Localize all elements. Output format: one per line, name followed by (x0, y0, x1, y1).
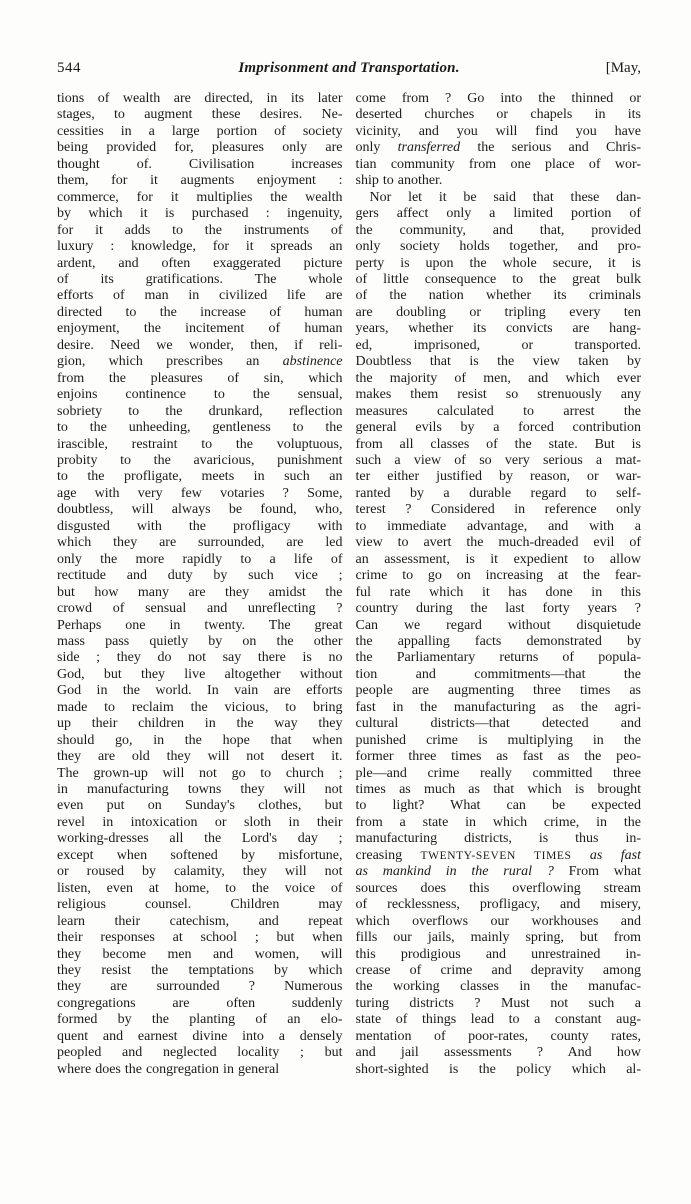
text-line: crime to go on increasing at the fear- (355, 568, 641, 584)
text-line: made to reclaim the vicious, to bring (57, 699, 343, 715)
text-line: of its gratifications. The whole (57, 271, 343, 287)
text-line: of the nation whether its criminals (355, 288, 641, 304)
text-line: formed by the planting of an elo- (57, 1012, 343, 1028)
text-line: thought of. Civilisation increases (57, 156, 343, 172)
text-line: terest ? Considered in reference only (355, 502, 641, 518)
text-line: peopled and neglected locality ; but (57, 1045, 343, 1061)
text-line: state of things lead to a constant aug- (355, 1012, 641, 1028)
text-line: ple—and crime really committed three (355, 765, 641, 781)
text-line: desire. Need we wonder, then, if reli- (57, 337, 343, 353)
text-line: people are augmenting three times as (355, 683, 641, 699)
text-line: general evils by a forced contribution (355, 420, 641, 436)
text-line: their responses at school ; but when (57, 930, 343, 946)
text-line: the appalling facts demonstrated by (355, 633, 641, 649)
text-line: this prodigious and unrestrained in- (355, 946, 641, 962)
text-line: only transferred the serious and Chris- (355, 140, 642, 156)
text-line: come from ? Go into the thinned or (355, 91, 641, 106)
text-line: tion and commitments—that the (355, 666, 641, 682)
text-line: cultural districts—that detected and (355, 716, 641, 732)
text-line: fills our jails, mainly spring, but from (355, 930, 641, 946)
text-line: commerce, for it multiplies the wealth (57, 189, 343, 205)
text-line: irascible, restraint to the voluptuous, (57, 436, 343, 452)
text-line: ranted by a durable regard to self- (355, 485, 641, 501)
text-line: Perhaps one in twenty. The great (57, 617, 343, 633)
text-line: enjoins continence to the sensual, (57, 387, 343, 403)
text-line: congregations are often suddenly (57, 995, 343, 1011)
text-line: perty is upon the whole secure, it is (355, 255, 641, 271)
text-line: up their children in the way they (57, 716, 343, 732)
text-line: by which it is purchased : ingenuity, (57, 206, 343, 222)
text-line: God in the world. In vain are efforts (57, 683, 343, 699)
text-line: Nor let it be said that these dan- (369, 189, 641, 205)
text-line: where does the congregation in general (57, 1061, 280, 1077)
text-line: ardent, and often exaggerated picture (57, 255, 343, 271)
text-line: gers affect only a limited portion of (355, 206, 641, 222)
text-line: as mankind in the rural ? From what (355, 864, 641, 880)
text-line: the community, and that, provided (355, 222, 641, 238)
text-line: in manufacturing towns they will not (57, 782, 343, 798)
right-column (356, 91, 642, 1078)
text-line: working-dresses all the Lord's day ; (57, 831, 343, 847)
text-line: ful rate which it has done in this (355, 584, 641, 600)
text-line: tions of wealth are directed, in its later (57, 91, 343, 106)
text-line: only the more rapidly to a life of (57, 551, 343, 567)
text-line: the Parliamentary returns of popula- (355, 650, 641, 666)
text-line: punished crime is multiplying in the (355, 732, 641, 748)
text-line: to the unheeding, gentleness to the (57, 420, 343, 436)
text-line: them, for it augments enjoyment : (57, 173, 343, 189)
text-line: are doubling or tripling every ten (355, 304, 641, 320)
text-line: mass pass quietly by on the other (57, 633, 343, 649)
left-column (57, 91, 343, 1078)
text-line: ship to another. (355, 173, 443, 189)
text-line: of recklessness, profligacy, and misery, (355, 897, 641, 913)
text-line: to immediate advantage, and with a (355, 518, 641, 534)
text-line: doubtless, will always be found, who, (57, 502, 343, 518)
text-line: listen, even at home, to the voice of (57, 880, 343, 896)
text-line: country during the last forty years ? (355, 601, 641, 617)
text-line: crowd of sensual and unreflecting ? (57, 601, 343, 617)
text-line: quent and earnest divine into a densely (57, 1028, 343, 1044)
text-line: sobriety to the drunkard, reflection (57, 403, 343, 419)
text-line: for it adds to the instruments of (57, 222, 343, 238)
text-line: of little consequence to the great bulk (355, 271, 641, 287)
text-line: only society holds together, and pro- (355, 239, 641, 255)
text-line: from all classes of the state. But is (355, 436, 641, 452)
text-line: to the profligate, meets in such an (57, 469, 343, 485)
text-line: efforts of man in civilized life are (57, 288, 343, 304)
text-line: they are surrounded ? Numerous (57, 979, 343, 995)
text-line: but how many are they amidst the (57, 584, 343, 600)
text-line: former three times as fast as the peo- (355, 749, 641, 765)
text-line: learn their catechism, and repeat (57, 913, 343, 929)
text-line: Can we regard without disquietude (355, 617, 641, 633)
text-line: an assessment, is it expedient to allow (355, 551, 641, 567)
text-line: cessities in a large portion of society (57, 123, 343, 139)
text-line: the majority of men, and which ever (355, 370, 641, 386)
page-number: 544 (57, 60, 81, 76)
text-line: creasing TWENTY-SEVEN TIMES as fast (355, 847, 641, 863)
text-line: mentation of poor-rates, county rates, (355, 1028, 641, 1044)
text-line: directed to the increase of human (57, 304, 343, 320)
text-line: rectitude and duty by such vice ; (57, 568, 343, 584)
text-line: deserted churches or chapels in its (355, 107, 641, 123)
text-line: such a view of so very serious a mat- (355, 452, 641, 468)
text-line: from the pleasures of sin, which (57, 370, 343, 386)
text-line: times as much as that which is brought (355, 782, 641, 798)
text-line: except when softened by misfortune, (57, 847, 343, 863)
text-line: years, whether its convicts are hang- (355, 321, 641, 337)
text-line: probity to the avaricious, punishment (57, 452, 343, 468)
text-line: even put on Sunday's clothes, but (57, 798, 343, 814)
text-line: tian community from one place of wor- (355, 156, 641, 172)
text-line: the working classes in the manufac- (355, 979, 641, 995)
text-line: measures calculated to arrest the (355, 403, 641, 419)
text-line: ter either justified by reason, or war- (355, 469, 641, 485)
text-line: side ; they do not say there is no (57, 650, 343, 666)
text-line: crease of crime and depravity among (355, 963, 641, 979)
text-line: The grown-up will not go to church ; (57, 765, 343, 781)
text-line: God, but they live altogether without (57, 666, 343, 682)
text-line: and jail assessments ? And how (355, 1045, 641, 1061)
issue-label: [May, (605, 60, 641, 76)
text-line: fast in the manufacturing as the agri- (355, 699, 641, 715)
text-line: to light? What can be expected (355, 798, 641, 814)
text-line: should go, in the hope that when (57, 732, 343, 748)
text-line: vicinity, and you will find you have (355, 123, 641, 139)
text-line: gion, which prescribes an abstinence (57, 354, 343, 370)
text-line: enjoyment, the incitement of human (57, 321, 343, 337)
text-line: disgusted with the profligacy with (57, 518, 343, 534)
text-line: they are old they will not desert it. (57, 749, 343, 765)
text-line: view to avert the much-dreaded evil of (355, 535, 641, 551)
text-line: revel in intoxication or sloth in their (57, 814, 343, 830)
running-title: Imprisonment and Transportation. (238, 60, 460, 76)
text-line: manufacturing districts, is thus in- (355, 831, 641, 847)
text-line: sources does this overflowing stream (355, 880, 641, 896)
text-line: short-sighted is the policy which al- (355, 1061, 641, 1077)
text-line: from a state in which crime, in the (355, 814, 641, 830)
text-line: they resist the temptations by which (57, 963, 343, 979)
text-line: turing districts ? Must not such a (355, 995, 641, 1011)
text-line: which overflows our workhouses and (355, 913, 641, 929)
text-line: luxury : knowledge, for it spreads an (57, 239, 343, 255)
text-line: Doubtless that is the view taken by (355, 354, 641, 370)
text-line: or roused by calamity, they will not (57, 864, 343, 880)
text-line: religious counsel. Children may (57, 897, 343, 913)
text-line: stages, to augment these desires. Ne- (57, 107, 343, 123)
text-line: makes them resist so strenuously any (355, 387, 641, 403)
text-line: ed, imprisoned, or transported. (355, 337, 641, 353)
text-line: which they are surrounded, are led (57, 535, 343, 551)
text-line: being provided for, pleasures only are (57, 140, 343, 156)
page-header (57, 60, 641, 77)
text-columns (57, 91, 641, 1078)
text-line: age with very few votaries ? Some, (57, 485, 343, 501)
text-line: they become men and women, will (57, 946, 343, 962)
